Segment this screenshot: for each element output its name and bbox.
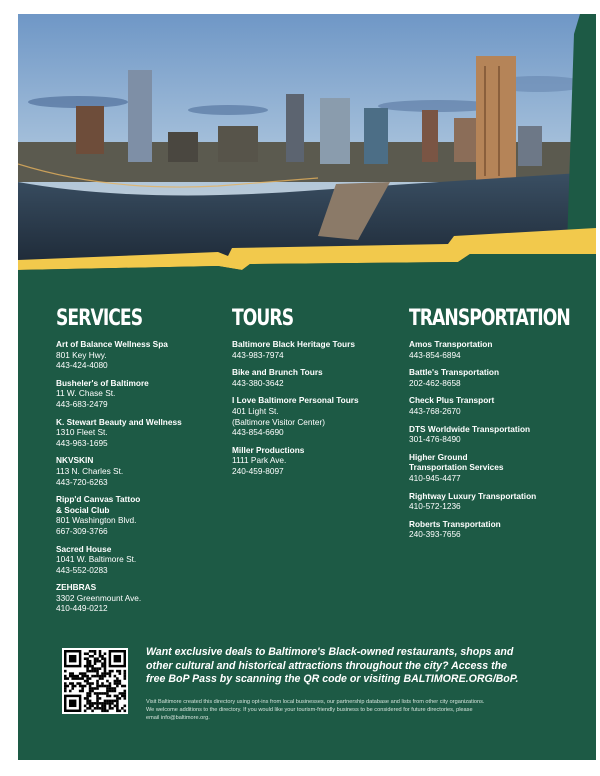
list-item [56, 582, 182, 614]
list-item [56, 544, 182, 576]
directory-sheet [18, 14, 596, 760]
business-phone: 410-945-4477 [409, 472, 461, 483]
business-name-cont: Transportation Services [409, 462, 504, 473]
business-name: I Love Baltimore Personal Tours [232, 395, 359, 406]
business-phone: 443-854-6690 [232, 427, 284, 438]
business-address: 801 Washington Blvd. [56, 515, 137, 526]
business-phone: 443-552-0283 [56, 564, 108, 575]
qr-code-icon[interactable] [62, 648, 128, 714]
list-item [232, 367, 359, 388]
business-phone: 443-683-2479 [56, 398, 108, 409]
business-name: Sacred House [56, 543, 112, 554]
business-name: ZEHBRAS [56, 582, 97, 593]
disclaimer-line: Visit Baltimore created this directory using opt-ins from local businesses, our partnership database and lists from other city organizations. [146, 699, 485, 705]
list-item [409, 424, 596, 445]
list-item [56, 455, 182, 487]
services-column [56, 306, 182, 621]
business-address: 401 Light St. [232, 405, 279, 416]
disclaimer-line: We welcome additions to the directory. If you would like your tourism-friendly business to be considered for future directories, please [146, 707, 473, 713]
business-name: Baltimore Black Heritage Tours [232, 339, 355, 349]
business-address: 1111 Park Ave. [232, 455, 287, 466]
disclaimer-line: email info@baltimore.org. [146, 715, 210, 721]
list-item [409, 339, 596, 360]
business-address: 3302 Greenmount Ave. [56, 592, 142, 603]
business-name: Ripp'd Canvas Tattoo [56, 494, 141, 505]
business-name: Check Plus Transport [409, 395, 495, 406]
business-phone: 443-854-6894 [409, 349, 461, 360]
business-name: Miller Productions [232, 444, 305, 455]
transportation-column [409, 306, 596, 547]
business-phone: 443-380-3642 [232, 377, 284, 388]
list-item [409, 491, 596, 512]
promo-line [146, 673, 556, 687]
list-item [56, 417, 182, 449]
business-phone: 240-459-8097 [232, 465, 284, 476]
business-phone: 202-462-8658 [409, 377, 461, 388]
list-item [56, 339, 182, 371]
list-item [409, 452, 596, 484]
promo-line-text: free BoP Pass by scanning the QR code or visiting [146, 673, 404, 686]
business-phone: 410-572-1236 [409, 501, 461, 512]
promo-line: other cultural and historical attractions throughout the city? Access the [146, 659, 508, 672]
business-phone: 301-476-8490 [409, 434, 461, 445]
business-address: 113 N. Charles St. [56, 465, 124, 476]
list-item [232, 445, 359, 477]
business-name: DTS Worldwide Transportation [409, 423, 531, 434]
tours-column [232, 306, 359, 484]
baltimore-harbor-photo [18, 14, 596, 276]
business-address: 11 W. Chase St. [56, 388, 116, 399]
business-name: Amos Transportation [409, 339, 493, 349]
list-item [409, 367, 596, 388]
business-name: Battle's Transportation [409, 367, 500, 378]
business-phone: 667-309-3766 [56, 525, 108, 536]
business-phone: 240-393-7656 [409, 529, 461, 540]
business-address: 1041 W. Baltimore St. [56, 554, 137, 565]
business-name: NKVSKIN [56, 455, 94, 466]
business-phone: 410-449-0212 [56, 603, 108, 614]
disclaimer [146, 698, 566, 722]
business-address: 1310 Fleet St. [56, 427, 108, 438]
business-phone: 443-424-4080 [56, 360, 108, 371]
list-item [56, 378, 182, 410]
list-item [232, 339, 359, 360]
list-item [232, 395, 359, 437]
business-name: Art of Balance Wellness Spa [56, 339, 168, 349]
business-address: 801 Key Hwy. [56, 349, 107, 360]
promo-line: Want exclusive deals to Baltimore's Black-owned restaurants, shops and [146, 646, 514, 658]
business-name-cont: & Social Club [56, 504, 110, 515]
list-item [56, 494, 182, 536]
business-phone: 443-720-6263 [56, 476, 108, 487]
business-phone: 443-983-7974 [232, 349, 284, 360]
business-name: Higher Ground [409, 451, 468, 462]
business-name: Bike and Brunch Tours [232, 367, 323, 378]
tours-heading: TOURS [232, 306, 294, 331]
business-name: Roberts Transportation [409, 518, 501, 529]
bop-pass-promo [146, 646, 556, 687]
list-item [409, 519, 596, 540]
transportation-heading: TRANSPORTATION [409, 306, 570, 331]
list-item [409, 395, 596, 416]
business-address-note: (Baltimore Visitor Center) [232, 416, 325, 427]
business-phone: 443-963-1695 [56, 437, 108, 448]
business-name: K. Stewart Beauty and Wellness [56, 416, 182, 427]
services-heading: SERVICES [56, 306, 143, 331]
bop-link[interactable]: BALTIMORE.ORG/BoP. [403, 673, 519, 686]
business-name: Rightway Luxury Transportation [409, 490, 537, 501]
business-name: Busheler's of Baltimore [56, 377, 149, 388]
business-phone: 443-768-2670 [409, 405, 461, 416]
